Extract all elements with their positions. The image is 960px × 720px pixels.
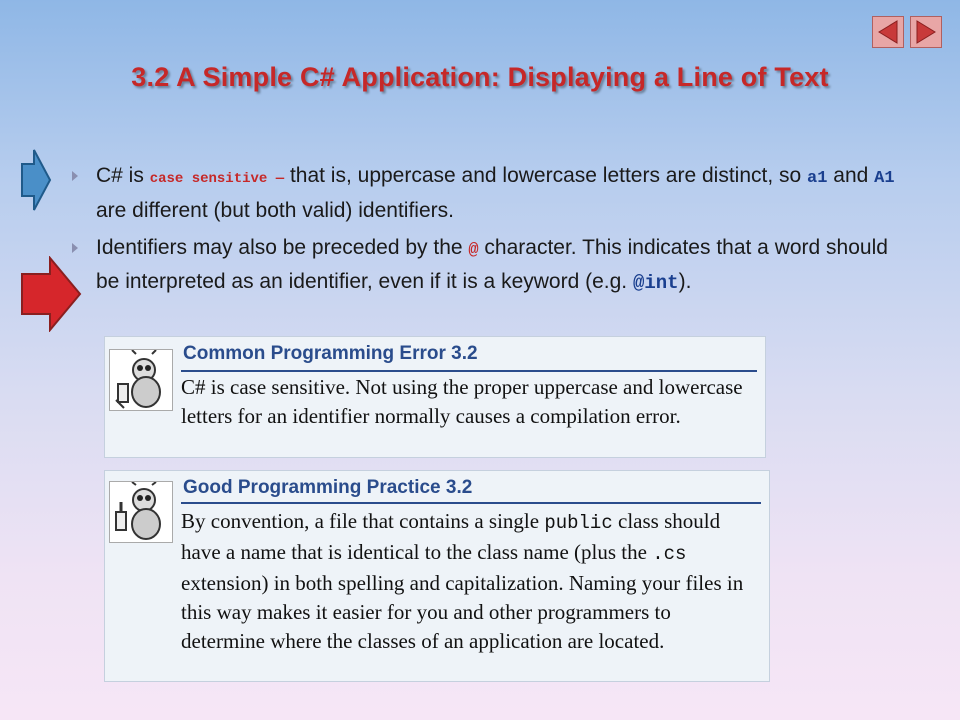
box-body (181, 507, 759, 656)
body-text: By convention, a file that contains a single (181, 509, 545, 533)
bug-thumbs-down-icon (109, 349, 173, 411)
bullet-list (70, 160, 910, 299)
code-at: @ (468, 241, 479, 260)
good-programming-practice-box (104, 470, 770, 682)
heading-rule (181, 502, 761, 504)
triangle-left-icon (873, 17, 903, 47)
bullet-text: character. This indicates that a word should be interpreted as an identifier, even if it is a keyword (e.g. (96, 236, 888, 293)
bullet-text: C# is (96, 164, 150, 187)
code-at-int: @int (632, 272, 679, 294)
bullet-marker-icon (72, 243, 78, 253)
triangle-right-icon (911, 17, 941, 47)
bullet-text: Identifiers may also be preceded by the (96, 236, 469, 259)
slide-title: 3.2 A Simple C# Application: Displaying a Line of Text (131, 62, 829, 92)
bullet-text: and (827, 164, 875, 187)
common-programming-error-box (104, 336, 766, 458)
box-heading: Good Programming Practice 3.2 (183, 477, 473, 498)
bug-thumbs-up-icon (109, 481, 173, 543)
code-a1: a1 (807, 169, 828, 188)
bullet-at-identifier (70, 232, 910, 299)
bullet-text: are different (but both valid) identifiers. (96, 199, 454, 222)
heading-rule (181, 370, 757, 372)
box-body: C# is case sensitive. Not using the proper uppercase and lowercase letters for an identifier normally causes a compilation error. (181, 375, 743, 428)
previous-slide-button[interactable] (872, 16, 904, 48)
bullet-case-sensitive (70, 160, 910, 226)
body-text: class should have a name that is identical to the class name (plus the (181, 509, 721, 564)
box-heading: Common Programming Error 3.2 (183, 343, 478, 364)
next-slide-button[interactable] (910, 16, 942, 48)
code-A1: A1 (874, 169, 895, 188)
code-case-sensitive: case sensitive — (149, 171, 285, 187)
code-cs: .cs (652, 543, 687, 565)
bullet-marker-icon (72, 171, 78, 181)
blue-arrow-icon (20, 148, 52, 212)
code-public: public (544, 512, 613, 534)
bullet-text: that is, uppercase and lowercase letters are distinct, so (284, 164, 808, 187)
body-text: extension) in both spelling and capitalization. Naming your files in this way makes it easier for you and other programmers to determine where the classes of an application are located. (181, 571, 744, 653)
bullet-text: ). (678, 270, 692, 293)
